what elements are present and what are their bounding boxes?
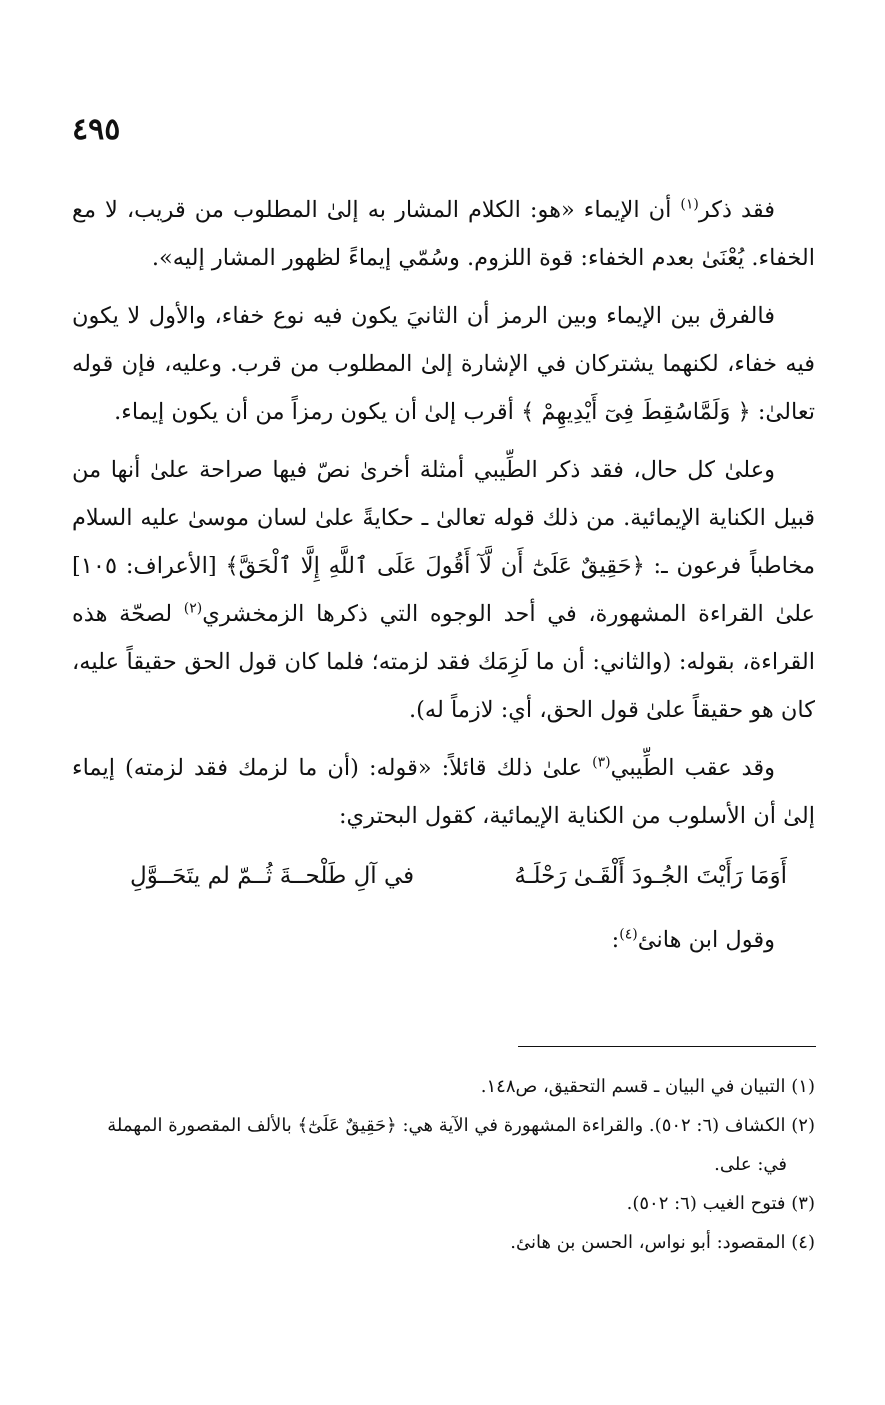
footnote-4: (٤) المقصود: أبو نواس، الحسن بن هانئ.: [510, 1232, 815, 1253]
footnote-ref-1: (١): [680, 196, 699, 213]
closing-line-part-2: :: [611, 927, 620, 953]
page-number: ٤٩٥: [72, 112, 121, 147]
paragraph-3-part-2: لصحّة هذه القراءة، بقوله: (والثاني: أن ما لَزِمَك فقد لزمته؛ فلما كان قول الحق حقيقاً عليه، كان هو حقيقاً علىٰ قول الحق، أي: لازماً له).: [72, 601, 815, 723]
paragraph-3-part-1: وعلىٰ كل حال، فقد ذكر الطِّيبي أمثلة أخرىٰ نصّ فيها صراحة علىٰ أنها من قبيل الكناية الإيمائية. من ذلك قوله تعالىٰ ـ حكايةً علىٰ لسان موسىٰ عليه السلام مخاطباً فرعون ـ: ﴿حَقِيقٌ عَلَىٰٓ أَن لَّآ أَقُولَ عَلَى ٱللَّهِ إِلَّا ٱلْحَقَّ﴾ [الأعراف: ١٠٥] علىٰ القراءة المشهورة، في أحد الوجوه التي ذكرها الزمخشري: [72, 457, 815, 627]
footnote-ref-4: (٤): [619, 926, 638, 943]
paragraph-4-part-2: علىٰ ذلك قائلاً: «قوله: (أن ما لزمك فقد لزمته) إيماء إلىٰ أن الأسلوب من الكناية الإيمائية، كقول البحتري:: [72, 755, 815, 829]
poetry-verse: [130, 850, 787, 902]
footnote-ref-3: (٣): [592, 754, 611, 771]
closing-line: [72, 916, 815, 964]
footnote-2-continuation: في: على.: [714, 1154, 787, 1175]
footnote-3: (٣) فتوح الغيب (٦: ٥٠٢).: [626, 1193, 815, 1214]
verse-second-hemistich: في آلِ طَلْحــةَ ثُــمّ لم يتَحَــوَّلِ: [130, 863, 415, 889]
paragraph-1-part-1: فقد ذكر: [698, 197, 775, 223]
footnote-2: (٢) الكشاف (٦: ٥٠٢). والقراءة المشهورة في الآية هي: ﴿حَقِيقٌ عَلَىٰٓ﴾ بالألف المقصورة المهملة: [107, 1115, 815, 1136]
footnotes: [72, 1068, 815, 1263]
paragraph-1-part-2: أن الإيماء «هو: الكلام المشار به إلىٰ المطلوب من قريب، لا مع الخفاء. يُعْنَىٰ بعدم الخفاء: قوة اللزوم. وسُمّي إيماءً لظهور المشار إليه».: [72, 197, 815, 271]
main-text: [72, 186, 815, 974]
verse-first-hemistich: أَوَمَا رَأَيْتَ الجُـودَ أَلْقَـىٰ رَحْلَـهُ: [514, 863, 787, 889]
paragraph-4: [72, 744, 815, 840]
footnote-ref-2: (٢): [183, 600, 203, 617]
closing-line-part-1: وقول ابن هانئ: [637, 927, 775, 953]
paragraph-3: [72, 446, 815, 734]
footnote-1: (١) التبيان في البيان ـ قسم التحقيق، ص١٤٨.: [480, 1076, 815, 1097]
footnote-divider: [518, 1046, 816, 1047]
paragraph-1: [72, 186, 815, 282]
paragraph-4-part-1: وقد عقب الطِّيبي: [610, 755, 775, 781]
paragraph-2: فالفرق بين الإيماء وبين الرمز أن الثانيَ يكون فيه نوع خفاء، والأول لا يكون فيه خفاء، لكنهما يشتركان في الإشارة إلىٰ المطلوب من قرب. وعليه، فإن قوله تعالىٰ: ﴿ وَلَمَّاسُقِطَ فِىٓ أَيْدِيهِمْ ﴾ أقرب إلىٰ أن يكون رمزاً من أن يكون إيماء.: [72, 303, 815, 425]
